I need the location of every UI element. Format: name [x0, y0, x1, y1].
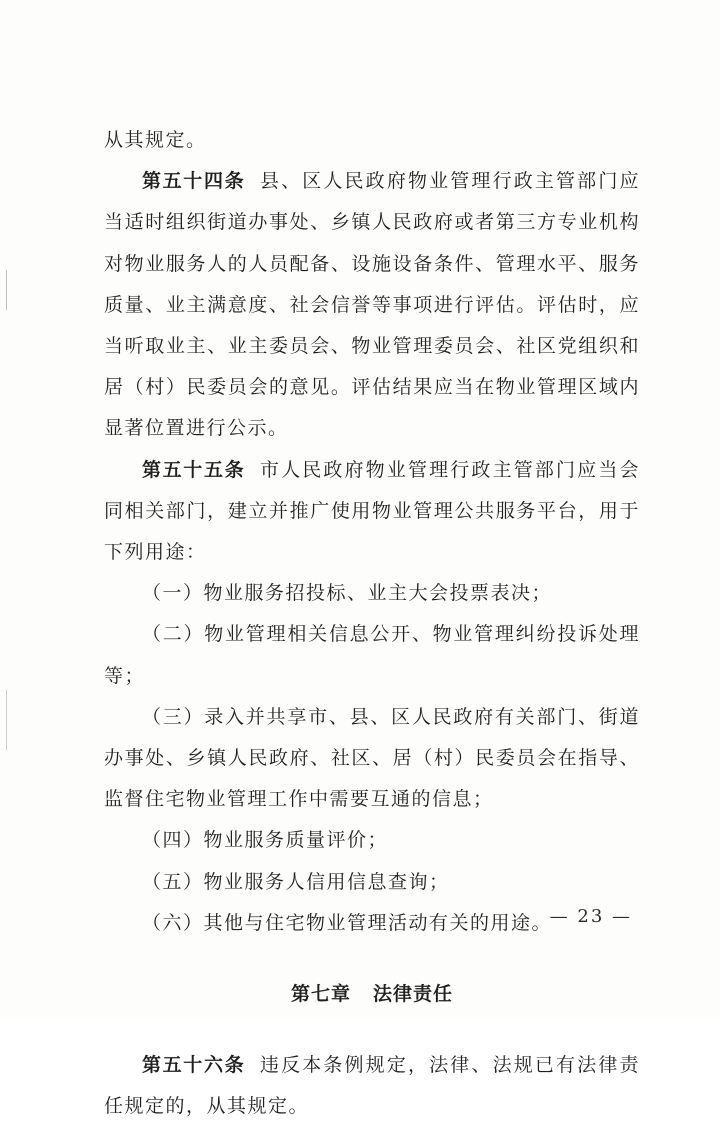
article-54 — [104, 161, 640, 449]
list-item: （四）物业服务质量评价； — [142, 829, 389, 852]
page-number: — 23 — — [549, 906, 632, 927]
article-number: 第五十五条 — [142, 458, 246, 481]
chapter-heading — [104, 974, 640, 1015]
list-item: （三）录入并共享市、县、区人民政府有关部门、街道办事处、乡镇人民政府、社区、居（村）民委员会在指导、监督住宅物业管理工作中需要互通的信息； — [104, 705, 640, 811]
article-55 — [104, 450, 640, 574]
list-item: （一）物业服务招投标、业主大会投票表决； — [142, 582, 553, 605]
article-number: 第五十六条 — [142, 1054, 246, 1077]
article-number: 第五十四条 — [142, 170, 246, 193]
chapter-number: 第七章 — [290, 983, 351, 1006]
article-text: 县、区人民政府物业管理行政主管部门应当适时组织街道办事处、乡镇人民政府或者第三方专业机构对物业服务人的人员配备、设施设备条件、管理水平、服务质量、业主满意度、社会信誉等事项进行评估。评估时，应当听取业主、业主委员会、物业管理委员会、社区党组织和居（村）民委员会的意见。评估结果应当在物业管理区域内显著位置进行公示。 — [104, 170, 640, 440]
list-item: （五）物业服务人信用信息查询； — [142, 870, 450, 893]
article-56 — [104, 1045, 640, 1127]
list-item: （六）其他与住宅物业管理活动有关的用途。 — [142, 911, 553, 934]
chapter-title: 法律责任 — [373, 983, 454, 1006]
article-text: 市人民政府物业管理行政主管部门应当会同相关部门，建立并推广使用物业管理公共服务平台，用于下列用途： — [104, 458, 640, 564]
list-item: （二）物业管理相关信息公开、物业管理纠纷投诉处理等； — [104, 623, 640, 687]
continuation-text: 从其规定。 — [104, 129, 207, 151]
document-body — [104, 120, 640, 1128]
scan-edge-mark — [6, 270, 7, 310]
article-text: 违反本条例规定，法律、法规已有法律责任规定的，从其规定。 — [104, 1054, 640, 1118]
scan-edge-mark — [6, 690, 7, 750]
